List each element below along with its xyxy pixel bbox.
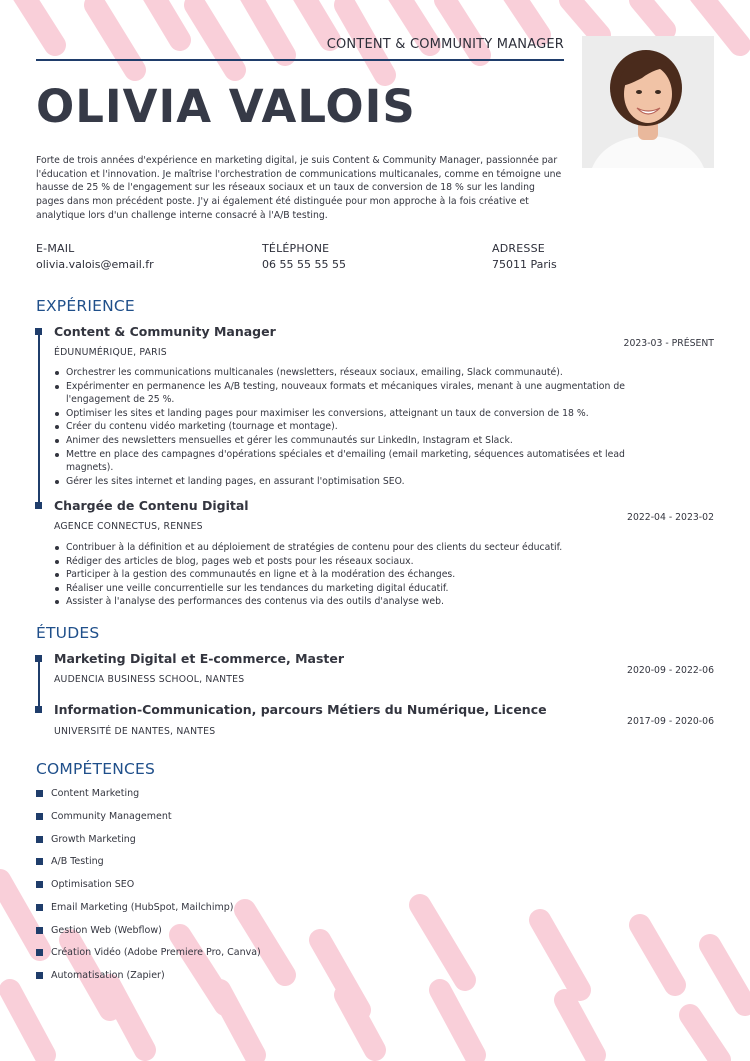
phone-label: TÉLÉPHONE [262,242,330,255]
profile-summary: Forte de trois années d'expérience en marketing digital, je suis Content & Community Manager, passionnée par l'éducation et l'innovation. Je maîtrise l'orchestration de communications multicanales, comme en témoigne une hausse de 25 % de l'engagement sur les réseaux sociaux et un taux de conversion de 18 % sur les landing pages dans mon précédent poste. J'y ai également été distinguée pour mon approche à la fois créative et analytique lors d'un challenge interne consacré à l'A/B testing. [36,155,562,221]
bullet-square-icon [36,813,43,820]
skill-item [36,878,261,901]
list-item: Assister à l'analyse des performances des contenus via des outils d'analyse web. [66,595,666,609]
list-item: Mettre en place des campagnes d'opérations spéciales et d'emailing (email marketing, séquences automatisées et lead magnets). [66,448,632,475]
skill-label: Community Management [51,810,172,822]
experience-company: ÉDUNUMÉRIQUE, PARIS [54,347,167,358]
education-school: UNIVERSITÉ DE NANTES, NANTES [54,726,216,737]
education-date: 2020-09 - 2022-06 [627,665,714,676]
bullet-square-icon [36,972,43,979]
skill-label: A/B Testing [51,856,104,868]
education-date: 2017-09 - 2020-06 [627,716,714,727]
profile-photo [582,36,714,168]
timeline-marker [35,502,42,509]
skill-item [36,833,261,856]
experience-tasks [54,366,632,488]
list-item: Participer à la gestion des communautés en ligne et à la modération des échanges. [66,568,666,582]
experience-date: 2023-03 - PRÉSENT [623,338,714,349]
list-item: Expérimenter en permanence les A/B testing, nouveaux formats et mécaniques virales, menant à une augmentation de l'engagement de 25 %. [66,380,632,407]
bullet-square-icon [36,790,43,797]
bullet-square-icon [36,904,43,911]
bullet-square-icon [36,927,43,934]
education-degree: Information-Communication, parcours Métiers du Numérique, Licence [54,702,547,717]
experience-date: 2022-04 - 2023-02 [627,512,714,523]
experience-role: Content & Community Manager [54,324,276,339]
skill-item [36,855,261,878]
list-item: Contribuer à la définition et au déploiement de stratégies de contenu pour des clients du secteur éducatif. [66,541,666,555]
header-divider [36,59,564,61]
contact-phone [262,241,346,273]
education-school: AUDENCIA BUSINESS SCHOOL, NANTES [54,674,245,685]
list-item: Créer du contenu vidéo marketing (tournage et montage). [66,420,632,434]
bullet-square-icon [36,836,43,843]
skill-label: Gestion Web (Webflow) [51,924,162,936]
education-heading: ÉTUDES [36,624,100,642]
skill-label: Automatisation (Zapier) [51,970,165,981]
contact-address [492,241,557,273]
skill-item [36,787,261,810]
address-value: 75011 Paris [492,258,557,271]
list-item: Optimiser les sites et landing pages pour maximiser les conversions, atteignant un taux de conversion de 18 %. [66,407,632,421]
bullet-square-icon [36,858,43,865]
experience-heading: EXPÉRIENCE [36,297,135,315]
list-item: Rédiger des articles de blog, pages web et posts pour les réseaux sociaux. [66,555,666,569]
skill-item [36,901,261,924]
experience-company: AGENCE CONNECTUS, RENNES [54,521,203,532]
timeline-marker [35,706,42,713]
email-label: E-MAIL [36,242,75,255]
list-item: Animer des newsletters mensuelles et gérer les communautés sur LinkedIn, Instagram et Slack. [66,434,632,448]
skill-item [36,946,261,969]
timeline-marker [35,655,42,662]
portrait-icon [582,36,714,168]
skill-item [36,924,261,947]
skill-label: Création Vidéo (Adobe Premiere Pro, Canva) [51,947,261,959]
list-item: Réaliser une veille concurrentielle sur les tendances du marketing digital éducatif. [66,582,666,596]
contact-email [36,241,154,273]
candidate-name: OLIVIA VALOIS [36,80,416,133]
email-value: olivia.valois@email.fr [36,258,154,271]
list-item: Gérer les sites internet et landing pages, en assurant l'optimisation SEO. [66,475,632,489]
skill-item [36,810,261,833]
skills-heading: COMPÉTENCES [36,760,156,778]
phone-value: 06 55 55 55 55 [262,258,346,271]
address-label: ADRESSE [492,242,545,255]
experience-role: Chargée de Contenu Digital [54,498,249,513]
job-title: CONTENT & COMMUNITY MANAGER [326,37,564,52]
skill-item [36,969,261,992]
education-timeline [38,660,40,712]
skill-label: Growth Marketing [51,833,136,845]
education-degree: Marketing Digital et E-commerce, Master [54,651,345,666]
list-item: Orchestrer les communications multicanales (newsletters, réseaux sociaux, emailing, Slack communauté). [66,366,632,380]
bullet-square-icon [36,949,43,956]
experience-timeline [38,333,40,508]
skills-list [36,787,261,992]
skill-label: Content Marketing [51,788,140,799]
timeline-marker [35,328,42,335]
skill-label: Email Marketing (HubSpot, Mailchimp) [51,901,234,913]
bullet-square-icon [36,881,43,888]
experience-tasks [54,541,666,609]
skill-label: Optimisation SEO [51,879,135,890]
